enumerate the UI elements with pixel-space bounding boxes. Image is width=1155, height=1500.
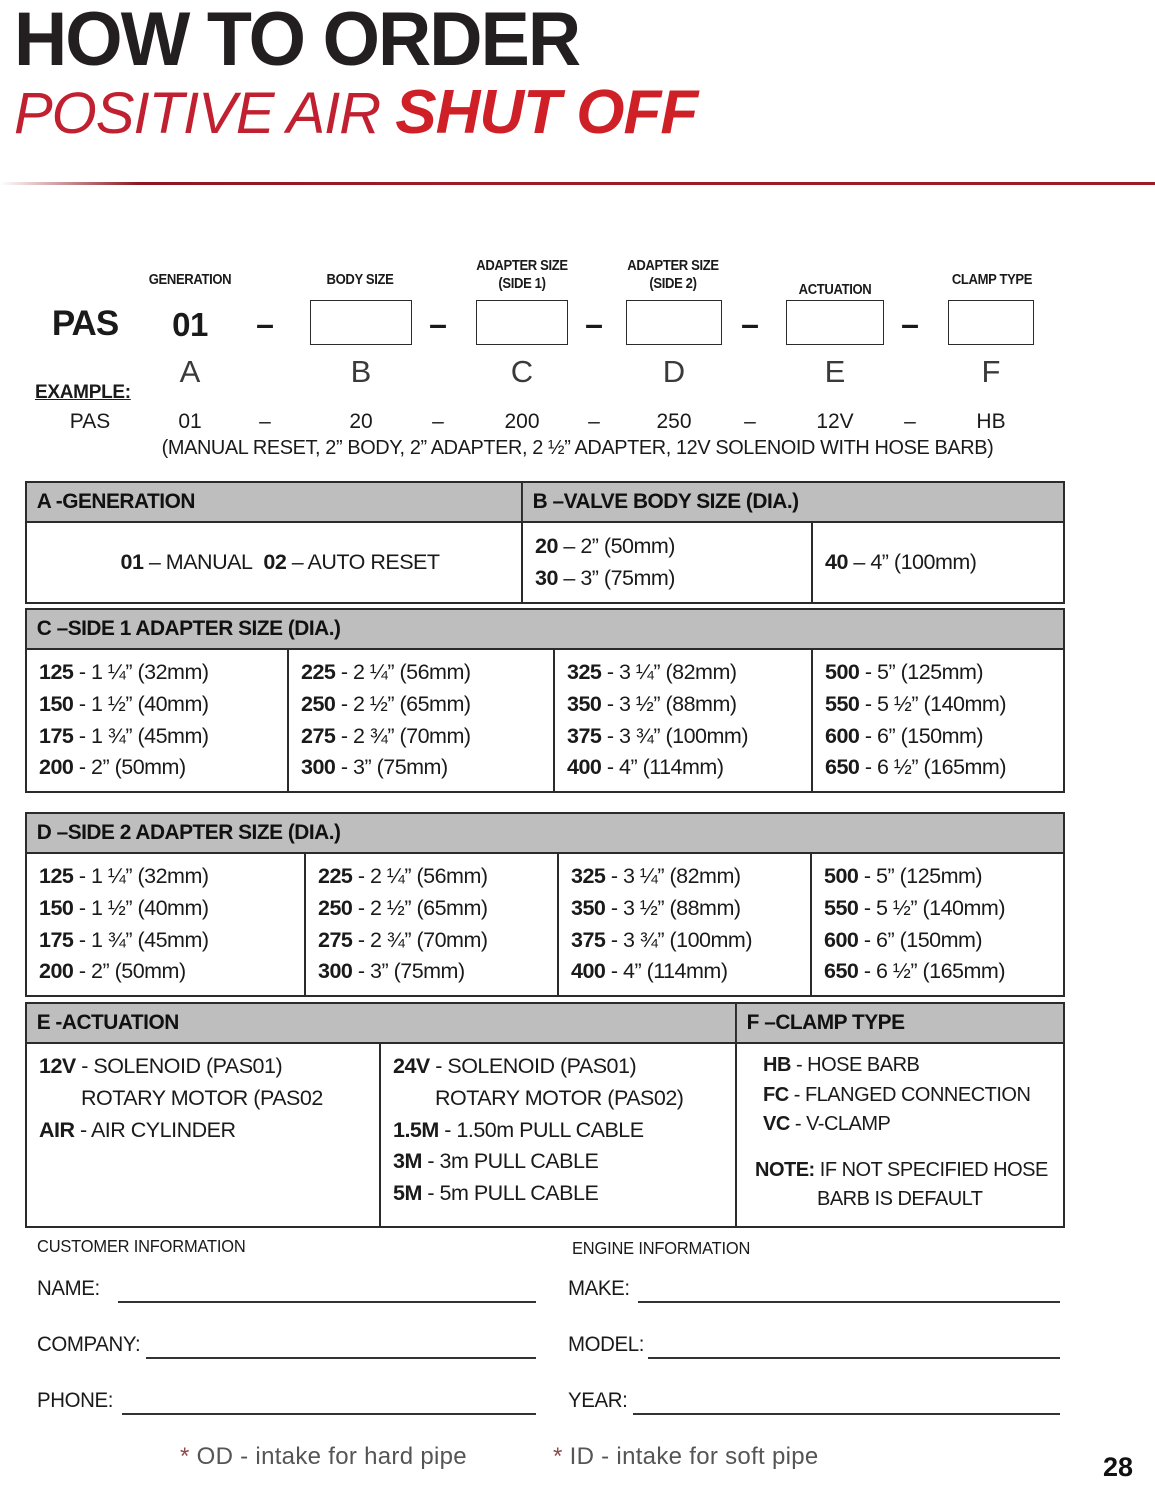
adapter-desc: - 4” (114mm) xyxy=(605,959,728,984)
section-d-col4 xyxy=(810,854,1063,995)
example-dash-4: – xyxy=(744,410,756,433)
clamp-option xyxy=(755,1051,1063,1081)
builder-label-clamp-type: CLAMP TYPE xyxy=(951,272,1033,288)
adapter-code: 350 xyxy=(571,895,606,920)
adapter-option xyxy=(825,721,1063,753)
adapter-option xyxy=(301,657,553,689)
adapter-desc: - 6 ½” (165mm) xyxy=(858,959,1005,984)
adapter-code: 375 xyxy=(567,723,602,748)
engine-year-input[interactable] xyxy=(633,1413,1060,1415)
customer-phone-input[interactable] xyxy=(122,1413,536,1415)
builder-letter-d: D xyxy=(662,354,686,389)
adapter-desc: - 6” (150mm) xyxy=(858,927,983,952)
actuation-desc: ROTARY MOTOR (PAS02 xyxy=(81,1085,323,1110)
clamp-desc: - V-CLAMP xyxy=(789,1113,891,1136)
actuation-option xyxy=(39,1115,379,1147)
adapter-option xyxy=(318,893,557,925)
adapter-desc: - 2” (50mm) xyxy=(73,755,186,780)
page-title: HOW TO ORDER xyxy=(14,0,580,82)
information-forms xyxy=(0,1228,1155,1418)
adapter-code: 325 xyxy=(571,864,606,888)
adapter-desc: - 6 ½” (165mm) xyxy=(859,755,1006,780)
customer-company-input[interactable] xyxy=(146,1357,536,1359)
adapter-option xyxy=(39,861,304,893)
actuation-option xyxy=(393,1146,735,1178)
adapter-option xyxy=(39,657,287,689)
actuation-desc: - SOLENOID (PAS01) xyxy=(429,1054,637,1078)
adapter-code: 600 xyxy=(825,723,860,748)
actuation-option xyxy=(393,1115,735,1147)
engine-model-input[interactable] xyxy=(648,1357,1060,1359)
adapter-code: 200 xyxy=(39,959,74,984)
footnote-od-text: OD - intake for hard pipe xyxy=(189,1443,467,1470)
table-header-row-c xyxy=(27,610,1063,650)
example-value-adapter-side2: 250 xyxy=(656,410,692,433)
adapter-option xyxy=(39,721,287,753)
adapter-option xyxy=(825,657,1063,689)
clamp-note-label: NOTE: xyxy=(755,1158,815,1181)
section-f-col xyxy=(735,1044,1063,1226)
adapter-code: 500 xyxy=(825,660,860,684)
builder-input-adapter-side2[interactable] xyxy=(626,300,722,345)
customer-name-input[interactable] xyxy=(118,1301,536,1303)
adapter-option xyxy=(824,893,1063,925)
section-d-col2 xyxy=(304,854,557,995)
subtitle-positive-air: POSITIVE AIR xyxy=(14,81,396,146)
adapter-option xyxy=(571,893,810,925)
adapter-desc: - 3 ¼” (82mm) xyxy=(601,660,737,684)
section-b-col1 xyxy=(521,523,811,602)
adapter-option xyxy=(318,925,557,957)
table-header-row-d xyxy=(27,814,1063,854)
adapter-desc: - 4” (114mm) xyxy=(601,755,724,780)
builder-dash-1: – xyxy=(256,306,274,342)
example-label: EXAMPLE: xyxy=(35,382,131,403)
builder-dash-3: – xyxy=(585,306,603,342)
builder-dash-5: – xyxy=(901,306,919,342)
engine-year-label: YEAR: xyxy=(568,1388,628,1412)
table-header-row-ef xyxy=(27,1004,1063,1044)
adapter-desc: - 1 ¼” (32mm) xyxy=(73,660,209,684)
body-size-code: 30 xyxy=(535,565,558,590)
section-c-col1 xyxy=(27,650,287,791)
adapter-option xyxy=(567,752,811,784)
actuation-code: 5M xyxy=(393,1181,422,1206)
adapter-code: 250 xyxy=(301,691,336,716)
actuation-desc: - AIR CYLINDER xyxy=(74,1117,236,1142)
adapter-code: 500 xyxy=(824,864,859,888)
section-e-col1 xyxy=(27,1044,379,1226)
adapter-code: 300 xyxy=(301,755,336,780)
adapter-desc: - 5” (125mm) xyxy=(858,864,983,888)
engine-make-label: MAKE: xyxy=(568,1276,630,1300)
adapter-desc: - 5 ½” (140mm) xyxy=(859,691,1006,716)
section-f-header: F –CLAMP TYPE xyxy=(735,1004,1053,1042)
builder-label-adapter-side1-line1: ADAPTER SIZE xyxy=(476,258,568,274)
footnote-id-text: ID - intake for soft pipe xyxy=(562,1443,819,1470)
example-value-actuation: 12V xyxy=(816,410,854,433)
adapter-option xyxy=(318,956,557,988)
adapter-desc: - 1 ¼” (32mm) xyxy=(73,864,209,888)
clamp-code: FC xyxy=(763,1083,789,1106)
adapter-option xyxy=(567,721,811,753)
adapter-option xyxy=(825,752,1063,784)
adapter-code: 125 xyxy=(39,864,74,888)
section-e-col2 xyxy=(379,1044,735,1226)
page-header xyxy=(0,0,1155,200)
example-value-adapter-side1: 200 xyxy=(504,410,540,433)
adapter-code: 650 xyxy=(825,755,860,780)
body-size-code: 40 xyxy=(825,549,848,574)
adapter-desc: - 3 ¼” (82mm) xyxy=(605,864,741,888)
actuation-code: 3M xyxy=(393,1149,422,1174)
section-c-header: C –SIDE 1 ADAPTER SIZE (DIA.) xyxy=(36,616,341,640)
customer-name-label: NAME: xyxy=(37,1276,100,1300)
adapter-code: 225 xyxy=(301,660,336,684)
adapter-desc: - 3 ½” (88mm) xyxy=(601,691,737,716)
adapter-option xyxy=(571,956,810,988)
adapter-desc: - 1 ¾” (45mm) xyxy=(73,927,209,952)
adapter-desc: - 1 ¾” (45mm) xyxy=(73,723,209,748)
table-body-row-ef xyxy=(27,1044,1063,1226)
builder-dash-4: – xyxy=(741,306,759,342)
adapter-desc: - 5” (125mm) xyxy=(859,660,984,684)
example-value-prefix: PAS xyxy=(69,410,111,433)
adapter-desc: - 2 ¾” (70mm) xyxy=(352,927,488,952)
adapter-desc: - 3 ¾” (100mm) xyxy=(601,723,748,748)
body-size-option xyxy=(825,547,1063,579)
generation-code-02: 02 xyxy=(263,549,287,574)
section-a-header: A -GENERATION xyxy=(36,489,195,513)
clamp-note xyxy=(755,1156,1063,1186)
body-size-code: 20 xyxy=(535,533,558,558)
adapter-code: 250 xyxy=(318,895,353,920)
adapter-option xyxy=(824,956,1063,988)
adapter-desc: - 2 ¼” (56mm) xyxy=(352,864,488,888)
actuation-option xyxy=(393,1051,735,1083)
table-section-ef xyxy=(25,1002,1065,1228)
section-a-options xyxy=(27,523,521,602)
body-size-desc: – 3” (75mm) xyxy=(557,565,675,590)
adapter-option xyxy=(571,925,810,957)
footnote-od xyxy=(180,1443,467,1471)
adapter-code: 150 xyxy=(39,895,74,920)
builder-input-adapter-side1[interactable] xyxy=(476,300,568,345)
generation-options xyxy=(120,547,439,579)
builder-letter-c: C xyxy=(510,354,534,389)
section-d-header: D –SIDE 2 ADAPTER SIZE (DIA.) xyxy=(36,820,341,844)
actuation-code: 24V xyxy=(393,1054,430,1078)
adapter-desc: - 2 ½” (65mm) xyxy=(335,691,471,716)
asterisk-icon: * xyxy=(553,1443,563,1470)
builder-dash-2: – xyxy=(429,306,447,342)
section-c-col4 xyxy=(811,650,1063,791)
builder-letter-e: E xyxy=(824,354,846,389)
adapter-code: 400 xyxy=(571,959,606,984)
page-number: 28 xyxy=(1102,1452,1133,1482)
table-section-ab xyxy=(25,481,1065,604)
clamp-desc: - HOSE BARB xyxy=(790,1054,920,1076)
section-d-col3 xyxy=(557,854,810,995)
builder-letter-a: A xyxy=(179,354,201,389)
builder-label-actuation: ACTUATION xyxy=(798,282,872,298)
builder-input-body-size[interactable] xyxy=(310,300,412,345)
footnote-id xyxy=(553,1443,819,1471)
adapter-code: 275 xyxy=(301,723,336,748)
actuation-desc: - SOLENOID (PAS01) xyxy=(75,1054,283,1078)
adapter-option xyxy=(318,861,557,893)
clamp-note-text2: BARB IS DEFAULT xyxy=(817,1188,983,1211)
adapter-desc: - 3” (75mm) xyxy=(352,959,465,984)
generation-desc-01: – MANUAL xyxy=(143,549,253,574)
actuation-desc: - 3m PULL CABLE xyxy=(421,1149,599,1174)
body-size-desc: – 4” (100mm) xyxy=(847,549,977,574)
engine-model-label: MODEL: xyxy=(568,1332,645,1356)
builder-label-body-size: BODY SIZE xyxy=(326,272,394,288)
adapter-option xyxy=(301,721,553,753)
adapter-desc: - 2 ¾” (70mm) xyxy=(335,723,471,748)
actuation-option xyxy=(39,1083,379,1115)
clamp-code: HB xyxy=(763,1054,791,1076)
table-body-row-d xyxy=(27,854,1063,995)
actuation-code: 1.5M xyxy=(393,1117,439,1142)
adapter-code: 175 xyxy=(39,723,74,748)
adapter-desc: - 3” (75mm) xyxy=(335,755,448,780)
body-size-desc: – 2” (50mm) xyxy=(557,533,675,558)
adapter-code: 200 xyxy=(39,755,74,780)
adapter-option xyxy=(825,689,1063,721)
generation-desc-02: – AUTO RESET xyxy=(286,549,440,574)
example-dash-1: – xyxy=(259,410,271,433)
builder-letter-b: B xyxy=(350,354,372,389)
example-value-generation: 01 xyxy=(178,410,202,433)
builder-label-generation: GENERATION xyxy=(148,272,232,288)
adapter-option xyxy=(39,925,304,957)
header-divider-rule xyxy=(0,182,1155,185)
customer-information-title: CUSTOMER INFORMATION xyxy=(37,1236,246,1256)
adapter-code: 375 xyxy=(571,927,606,952)
section-b-header: B –VALVE BODY SIZE (DIA.) xyxy=(521,483,1047,521)
table-body-row-ab xyxy=(27,523,1063,602)
builder-label-adapter-side2-line2: (SIDE 2) xyxy=(649,276,697,292)
section-d-col1 xyxy=(27,854,304,995)
table-body-row-c xyxy=(27,650,1063,791)
adapter-code: 150 xyxy=(39,691,74,716)
engine-make-input[interactable] xyxy=(638,1301,1060,1303)
actuation-desc: - 1.50m PULL CABLE xyxy=(438,1117,644,1142)
builder-generation-value: 01 xyxy=(172,306,208,343)
example-value-clamp-type: HB xyxy=(976,410,1006,433)
page-subtitle xyxy=(14,78,698,147)
clamp-option xyxy=(755,1081,1063,1111)
actuation-desc: ROTARY MOTOR (PAS02) xyxy=(435,1085,684,1110)
adapter-desc: - 5 ½” (140mm) xyxy=(858,895,1005,920)
adapter-option xyxy=(571,861,810,893)
adapter-code: 650 xyxy=(824,959,859,984)
adapter-desc: - 2 ¼” (56mm) xyxy=(335,660,471,684)
actuation-code: 12V xyxy=(39,1054,76,1078)
adapter-desc: - 1 ½” (40mm) xyxy=(73,691,209,716)
actuation-code: AIR xyxy=(39,1117,75,1142)
example-dash-3: – xyxy=(588,410,600,433)
adapter-option xyxy=(567,657,811,689)
actuation-desc: - 5m PULL CABLE xyxy=(421,1181,599,1206)
subtitle-shutoff: SHUT OFF xyxy=(395,78,698,147)
actuation-option xyxy=(393,1178,735,1210)
generation-code-01: 01 xyxy=(120,549,144,574)
clamp-option xyxy=(755,1110,1063,1140)
table-header-row-ab xyxy=(27,483,1063,523)
builder-prefix-pas: PAS xyxy=(51,304,119,343)
adapter-code: 550 xyxy=(824,895,859,920)
example-dash-2: – xyxy=(432,410,444,433)
customer-company-label: COMPANY: xyxy=(37,1332,141,1356)
adapter-option xyxy=(39,893,304,925)
adapter-option xyxy=(824,925,1063,957)
section-c-col3 xyxy=(553,650,811,791)
adapter-desc: - 2” (50mm) xyxy=(73,959,186,984)
example-note: (MANUAL RESET, 2” BODY, 2” ADAPTER, 2 ½” ADAPTER, 12V SOLENOID WITH HOSE BARB) xyxy=(161,436,994,459)
part-number-builder xyxy=(0,250,1155,460)
adapter-option xyxy=(567,689,811,721)
clamp-code: VC xyxy=(763,1113,790,1136)
table-section-d xyxy=(25,812,1065,997)
adapter-option xyxy=(301,752,553,784)
adapter-option xyxy=(39,752,287,784)
adapter-code: 550 xyxy=(825,691,860,716)
adapter-code: 350 xyxy=(567,691,602,716)
customer-phone-label: PHONE: xyxy=(37,1388,114,1412)
adapter-code: 125 xyxy=(39,660,74,684)
adapter-desc: - 3 ¾” (100mm) xyxy=(605,927,752,952)
adapter-desc: - 3 ½” (88mm) xyxy=(605,895,741,920)
adapter-desc: - 1 ½” (40mm) xyxy=(73,895,209,920)
section-c-col2 xyxy=(287,650,553,791)
adapter-option xyxy=(39,956,304,988)
builder-input-clamp-type[interactable] xyxy=(948,300,1034,345)
clamp-note-line2 xyxy=(755,1185,1063,1215)
adapter-code: 400 xyxy=(567,755,602,780)
section-e-header: E -ACTUATION xyxy=(36,1010,179,1034)
adapter-option xyxy=(824,861,1063,893)
adapter-code: 175 xyxy=(39,927,74,952)
clamp-desc: - FLANGED CONNECTION xyxy=(788,1083,1031,1106)
asterisk-icon: * xyxy=(180,1443,190,1470)
builder-input-actuation[interactable] xyxy=(786,300,884,345)
builder-letter-f: F xyxy=(981,354,1001,389)
body-size-option xyxy=(535,563,811,595)
actuation-option xyxy=(393,1083,735,1115)
adapter-code: 600 xyxy=(824,927,859,952)
builder-label-adapter-side1-line2: (SIDE 1) xyxy=(498,276,546,292)
actuation-option xyxy=(39,1051,379,1083)
adapter-code: 300 xyxy=(318,959,353,984)
section-b-col2 xyxy=(811,523,1063,602)
example-dash-5: – xyxy=(904,410,916,433)
clamp-note-text: IF NOT SPECIFIED HOSE xyxy=(814,1158,1048,1181)
adapter-code: 325 xyxy=(567,660,602,684)
table-section-c xyxy=(25,608,1065,793)
body-size-option xyxy=(535,531,811,563)
engine-information-title: ENGINE INFORMATION xyxy=(572,1238,751,1258)
adapter-desc: - 2 ½” (65mm) xyxy=(352,895,488,920)
adapter-option xyxy=(39,689,287,721)
adapter-desc: - 6” (150mm) xyxy=(859,723,984,748)
adapter-option xyxy=(301,689,553,721)
adapter-code: 225 xyxy=(318,864,353,888)
adapter-code: 275 xyxy=(318,927,353,952)
builder-label-adapter-side2-line1: ADAPTER SIZE xyxy=(627,258,719,274)
example-value-body-size: 20 xyxy=(349,410,373,433)
